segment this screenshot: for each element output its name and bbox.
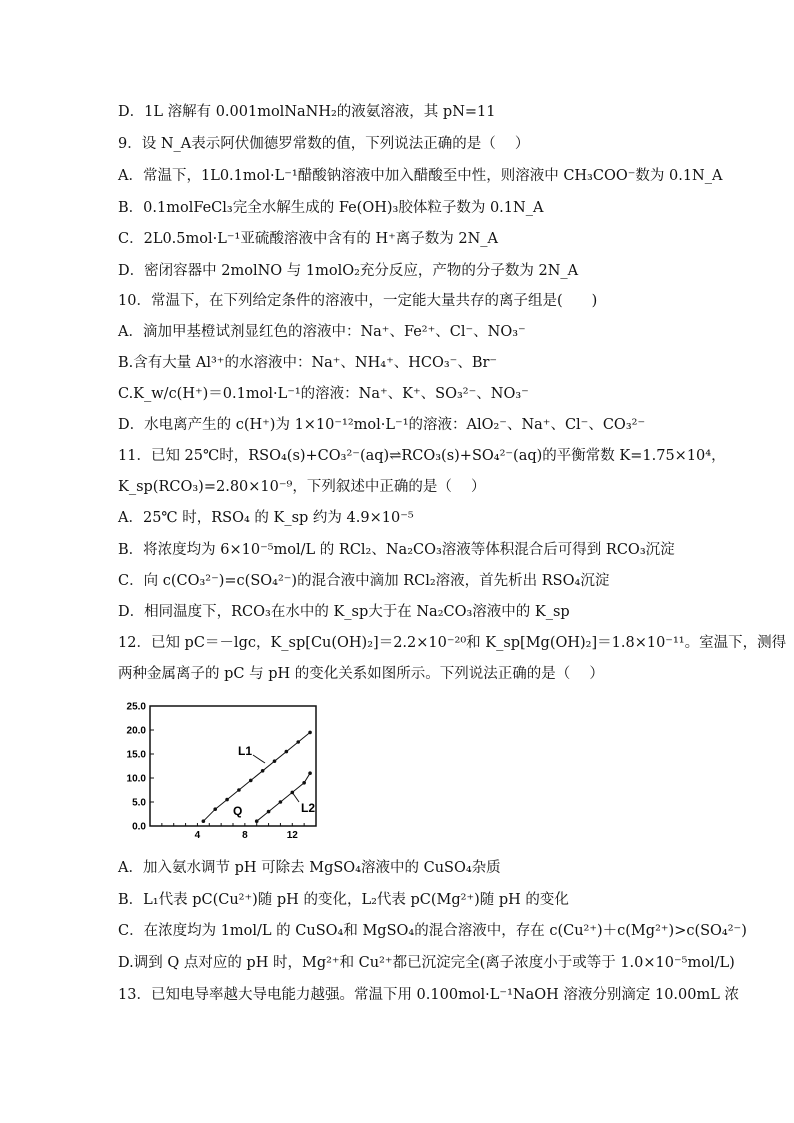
data-point — [255, 819, 259, 823]
text-line-4: C．2L0.5mol·L⁻¹亚硫酸溶液中含有的 H⁺离子数为 2N_A — [118, 231, 498, 247]
leader-l2 — [292, 792, 299, 802]
data-point — [213, 807, 217, 811]
label-q: Q — [233, 804, 243, 818]
text-line-10: D．水电离产生的 c(H⁺)为 1×10⁻¹²mol·L⁻¹的溶液：AlO₂⁻、Na⁺、Cl⁻、CO₃²⁻ — [118, 417, 646, 433]
text-line-19: A．加入氨水调节 pH 可除去 MgSO₄溶液中的 CuSO₄杂质 — [118, 860, 501, 876]
data-point — [308, 771, 312, 775]
series-line-l1 — [203, 732, 310, 821]
pc-ph-chart — [118, 700, 318, 840]
data-point — [308, 731, 312, 735]
text-line-15: C．向 c(CO₃²⁻)=c(SO₄²⁻)的混合液中滴加 RCl₂溶液，首先析出 RSO₄沉淀 — [118, 573, 610, 589]
x-tick-label: 8 — [242, 830, 248, 840]
text-line-8: B.含有大量 Al³⁺的水溶液中：Na⁺、NH₄⁺、HCO₃⁻、Br⁻ — [118, 355, 498, 371]
data-point — [225, 798, 229, 802]
text-line-16: D．相同温度下，RCO₃在水中的 K_sp大于在 Na₂CO₃溶液中的 K_sp — [118, 604, 570, 620]
data-point — [202, 819, 206, 823]
y-tick-label: 20.0 — [126, 725, 146, 737]
text-line-12: K_sp(RCO₃)=2.80×10⁻⁹，下列叙述中正确的是（ ） — [118, 479, 486, 495]
plot-area — [150, 706, 316, 826]
text-line-1: 9．设 N_A表示阿伏伽德罗常数的值，下列说法正确的是（ ） — [118, 136, 530, 152]
text-line-17: 12．已知 pC＝－lgc，K_sp[Cu(OH)₂]＝2.2×10⁻²⁰和 K_sp[Mg(OH)₂]＝1.8×10⁻¹¹。室温下，测得 — [118, 635, 787, 651]
text-line-14: B．将浓度均为 6×10⁻⁵mol/L 的 RCl₂、Na₂CO₃溶液等体积混合后可得到 RCO₃沉淀 — [118, 542, 675, 558]
x-tick-label: 12 — [286, 830, 298, 840]
text-line-3: B．0.1molFeCl₃完全水解生成的 Fe(OH)₃胶体粒子数为 0.1N_A — [118, 200, 544, 216]
text-line-23: 13．已知电导率越大导电能力越强。常温下用 0.100mol·L⁻¹NaOH 溶液分别滴定 10.00mL 浓 — [118, 987, 739, 1003]
text-line-18: 两种金属离子的 pC 与 pH 的变化关系如图所示。下列说法正确的是（ ） — [118, 666, 604, 682]
text-line-6: 10．常温下，在下列给定条件的溶液中，一定能大量共存的离子组是( ) — [118, 293, 598, 309]
data-point — [273, 759, 277, 763]
text-line-11: 11．已知 25℃时，RSO₄(s)+CO₃²⁻(aq)⇌RCO₃(s)+SO₄²⁻(aq)的平衡常数 K=1.75×10⁴， — [118, 448, 726, 464]
data-point — [302, 781, 306, 785]
text-line-13: A．25℃ 时，RSO₄ 的 K_sp 约为 4.9×10⁻⁵ — [118, 510, 414, 526]
text-line-22: D.调到 Q 点对应的 pH 时，Mg²⁺和 Cu²⁺都已沉淀完全(离子浓度小于或等于 1.0×10⁻⁵mol/L) — [118, 955, 735, 971]
y-tick-label: 15.0 — [126, 749, 146, 761]
text-line-21: C．在浓度均为 1mol/L 的 CuSO₄和 MgSO₄的混合溶液中，存在 c(Cu²⁺)＋c(Mg²⁺)>c(SO₄²⁻) — [118, 923, 747, 939]
label-l1: L1 — [238, 744, 253, 758]
text-line-20: B．L₁代表 pC(Cu²⁺)随 pH 的变化，L₂代表 pC(Mg²⁺)随 pH 的变化 — [118, 892, 569, 908]
y-tick-label: 10.0 — [126, 773, 146, 785]
data-point — [261, 769, 265, 773]
data-point — [237, 788, 241, 792]
y-tick-label: 5.0 — [132, 797, 146, 809]
leader-l1 — [253, 755, 265, 763]
data-point — [249, 779, 253, 783]
data-point — [296, 740, 300, 744]
text-line-5: D．密闭容器中 2molNO 与 1molO₂充分反应，产物的分子数为 2N_A — [118, 263, 579, 279]
data-point — [285, 750, 289, 754]
data-point — [267, 810, 271, 814]
data-point — [279, 800, 283, 804]
x-tick-label: 4 — [194, 830, 201, 840]
text-line-9: C.K_w/c(H⁺)＝0.1mol·L⁻¹的溶液：Na⁺、K⁺、SO₃²⁻、NO₃⁻ — [118, 386, 529, 402]
y-tick-label: 0.0 — [132, 821, 146, 833]
text-line-7: A．滴加甲基橙试剂显红色的溶液中：Na⁺、Fe²⁺、Cl⁻、NO₃⁻ — [118, 324, 526, 340]
label-l2: L2 — [301, 801, 316, 815]
text-line-0: D．1L 溶解有 0.001molNaNH₂的液氨溶液，其 pN=11 — [118, 104, 496, 120]
y-tick-label: 25.0 — [126, 701, 146, 713]
text-line-2: A．常温下，1L0.1mol·L⁻¹醋酸钠溶液中加入醋酸至中性，则溶液中 CH₃COO⁻数为 0.1N_A — [118, 168, 723, 184]
